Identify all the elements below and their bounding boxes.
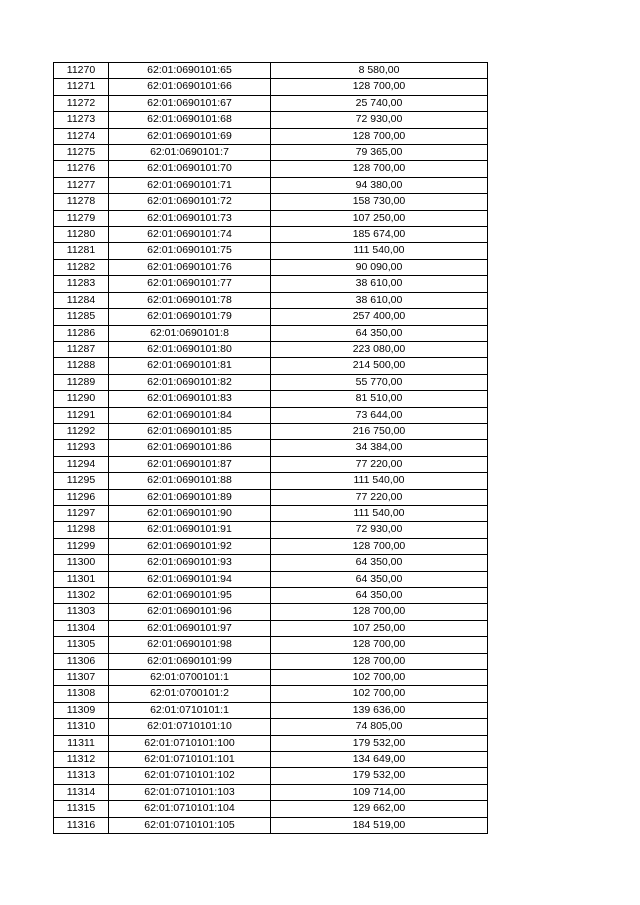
row-number-cell: 11278 — [54, 194, 109, 210]
table-body — [54, 63, 488, 834]
cadastral-number-cell: 62:01:0700101:2 — [109, 686, 271, 702]
row-number-cell: 11288 — [54, 358, 109, 374]
value-cell: 111 540,00 — [271, 243, 488, 259]
row-number-cell: 11304 — [54, 620, 109, 636]
table-row — [54, 719, 488, 735]
table-row — [54, 440, 488, 456]
cadastral-number-cell: 62:01:0690101:90 — [109, 505, 271, 521]
cadastral-number-cell: 62:01:0690101:88 — [109, 473, 271, 489]
cadastral-number-cell: 62:01:0690101:94 — [109, 571, 271, 587]
row-number-cell: 11300 — [54, 555, 109, 571]
table-row — [54, 489, 488, 505]
cadastral-number-cell: 62:01:0690101:76 — [109, 259, 271, 275]
value-cell: 128 700,00 — [271, 79, 488, 95]
value-cell: 128 700,00 — [271, 637, 488, 653]
value-cell: 8 580,00 — [271, 63, 488, 79]
value-cell: 38 610,00 — [271, 276, 488, 292]
value-cell: 79 365,00 — [271, 145, 488, 161]
row-number-cell: 11275 — [54, 145, 109, 161]
value-cell: 216 750,00 — [271, 423, 488, 439]
cadastral-number-cell: 62:01:0690101:75 — [109, 243, 271, 259]
table-row — [54, 309, 488, 325]
table-row — [54, 358, 488, 374]
value-cell: 64 350,00 — [271, 571, 488, 587]
cadastral-number-cell: 62:01:0690101:67 — [109, 95, 271, 111]
cadastral-number-cell: 62:01:0690101:91 — [109, 522, 271, 538]
value-cell: 158 730,00 — [271, 194, 488, 210]
value-cell: 90 090,00 — [271, 259, 488, 275]
table-row — [54, 555, 488, 571]
value-cell: 72 930,00 — [271, 112, 488, 128]
row-number-cell: 11291 — [54, 407, 109, 423]
cadastral-number-cell: 62:01:0710101:101 — [109, 752, 271, 768]
table-row — [54, 325, 488, 341]
row-number-cell: 11299 — [54, 538, 109, 554]
value-cell: 77 220,00 — [271, 456, 488, 472]
row-number-cell: 11280 — [54, 227, 109, 243]
cadastral-number-cell: 62:01:0690101:73 — [109, 210, 271, 226]
row-number-cell: 11316 — [54, 817, 109, 833]
cadastral-number-cell: 62:01:0710101:105 — [109, 817, 271, 833]
table-row — [54, 210, 488, 226]
value-cell: 64 350,00 — [271, 555, 488, 571]
row-number-cell: 11293 — [54, 440, 109, 456]
row-number-cell: 11271 — [54, 79, 109, 95]
row-number-cell: 11285 — [54, 309, 109, 325]
cadastral-number-cell: 62:01:0690101:84 — [109, 407, 271, 423]
table-row — [54, 227, 488, 243]
value-cell: 179 532,00 — [271, 768, 488, 784]
table-row — [54, 276, 488, 292]
value-cell: 34 384,00 — [271, 440, 488, 456]
value-cell: 73 644,00 — [271, 407, 488, 423]
row-number-cell: 11312 — [54, 752, 109, 768]
table-row — [54, 374, 488, 390]
value-cell: 64 350,00 — [271, 325, 488, 341]
table-row — [54, 817, 488, 833]
row-number-cell: 11277 — [54, 177, 109, 193]
row-number-cell: 11296 — [54, 489, 109, 505]
row-number-cell: 11311 — [54, 735, 109, 751]
row-number-cell: 11290 — [54, 391, 109, 407]
table-row — [54, 588, 488, 604]
table-row — [54, 670, 488, 686]
value-cell: 128 700,00 — [271, 128, 488, 144]
value-cell: 55 770,00 — [271, 374, 488, 390]
row-number-cell: 11297 — [54, 505, 109, 521]
value-cell: 185 674,00 — [271, 227, 488, 243]
table-row — [54, 112, 488, 128]
value-cell: 128 700,00 — [271, 653, 488, 669]
row-number-cell: 11305 — [54, 637, 109, 653]
cadastral-number-cell: 62:01:0690101:71 — [109, 177, 271, 193]
cadastral-number-cell: 62:01:0690101:96 — [109, 604, 271, 620]
table-row — [54, 522, 488, 538]
row-number-cell: 11289 — [54, 374, 109, 390]
value-cell: 257 400,00 — [271, 309, 488, 325]
cadastral-number-cell: 62:01:0690101:74 — [109, 227, 271, 243]
table-row — [54, 161, 488, 177]
value-cell: 109 714,00 — [271, 784, 488, 800]
cadastral-number-cell: 62:01:0700101:1 — [109, 670, 271, 686]
cadastral-number-cell: 62:01:0710101:102 — [109, 768, 271, 784]
table-row — [54, 292, 488, 308]
value-cell: 77 220,00 — [271, 489, 488, 505]
table-row — [54, 79, 488, 95]
table-row — [54, 702, 488, 718]
row-number-cell: 11292 — [54, 423, 109, 439]
row-number-cell: 11303 — [54, 604, 109, 620]
table-row — [54, 194, 488, 210]
value-cell: 134 649,00 — [271, 752, 488, 768]
cadastral-number-cell: 62:01:0710101:103 — [109, 784, 271, 800]
row-number-cell: 11283 — [54, 276, 109, 292]
value-cell: 94 380,00 — [271, 177, 488, 193]
value-cell: 184 519,00 — [271, 817, 488, 833]
table-row — [54, 243, 488, 259]
cadastral-number-cell: 62:01:0690101:79 — [109, 309, 271, 325]
value-cell: 102 700,00 — [271, 670, 488, 686]
value-cell: 74 805,00 — [271, 719, 488, 735]
table-row — [54, 538, 488, 554]
cadastral-number-cell: 62:01:0690101:95 — [109, 588, 271, 604]
table-row — [54, 259, 488, 275]
cadastral-number-cell: 62:01:0690101:89 — [109, 489, 271, 505]
cadastral-number-cell: 62:01:0690101:80 — [109, 341, 271, 357]
table-row — [54, 653, 488, 669]
value-cell: 223 080,00 — [271, 341, 488, 357]
cadastral-number-cell: 62:01:0690101:85 — [109, 423, 271, 439]
cadastral-number-cell: 62:01:0690101:69 — [109, 128, 271, 144]
value-cell: 179 532,00 — [271, 735, 488, 751]
row-number-cell: 11294 — [54, 456, 109, 472]
table-row — [54, 752, 488, 768]
row-number-cell: 11315 — [54, 801, 109, 817]
table-row — [54, 604, 488, 620]
row-number-cell: 11279 — [54, 210, 109, 226]
row-number-cell: 11314 — [54, 784, 109, 800]
value-cell: 107 250,00 — [271, 210, 488, 226]
row-number-cell: 11295 — [54, 473, 109, 489]
value-cell: 129 662,00 — [271, 801, 488, 817]
table-row — [54, 177, 488, 193]
table-row — [54, 768, 488, 784]
cadastral-number-cell: 62:01:0690101:78 — [109, 292, 271, 308]
cadastral-number-cell: 62:01:0710101:104 — [109, 801, 271, 817]
cadastral-number-cell: 62:01:0710101:1 — [109, 702, 271, 718]
table-row — [54, 784, 488, 800]
cadastral-number-cell: 62:01:0690101:8 — [109, 325, 271, 341]
table-row — [54, 423, 488, 439]
row-number-cell: 11281 — [54, 243, 109, 259]
value-cell: 102 700,00 — [271, 686, 488, 702]
row-number-cell: 11309 — [54, 702, 109, 718]
cadastral-number-cell: 62:01:0690101:82 — [109, 374, 271, 390]
table-row — [54, 473, 488, 489]
value-cell: 72 930,00 — [271, 522, 488, 538]
table-row — [54, 63, 488, 79]
table-row — [54, 95, 488, 111]
cadastral-number-cell: 62:01:0690101:66 — [109, 79, 271, 95]
table-row — [54, 620, 488, 636]
row-number-cell: 11313 — [54, 768, 109, 784]
row-number-cell: 11273 — [54, 112, 109, 128]
value-cell: 107 250,00 — [271, 620, 488, 636]
row-number-cell: 11270 — [54, 63, 109, 79]
row-number-cell: 11282 — [54, 259, 109, 275]
value-cell: 139 636,00 — [271, 702, 488, 718]
cadastral-number-cell: 62:01:0710101:10 — [109, 719, 271, 735]
row-number-cell: 11306 — [54, 653, 109, 669]
cadastral-number-cell: 62:01:0690101:65 — [109, 63, 271, 79]
cadastral-value-table — [53, 62, 488, 834]
cadastral-number-cell: 62:01:0690101:93 — [109, 555, 271, 571]
value-cell: 111 540,00 — [271, 505, 488, 521]
cadastral-number-cell: 62:01:0690101:97 — [109, 620, 271, 636]
cadastral-number-cell: 62:01:0690101:77 — [109, 276, 271, 292]
row-number-cell: 11276 — [54, 161, 109, 177]
value-cell: 38 610,00 — [271, 292, 488, 308]
row-number-cell: 11310 — [54, 719, 109, 735]
value-cell: 128 700,00 — [271, 604, 488, 620]
table-row — [54, 571, 488, 587]
table-row — [54, 391, 488, 407]
row-number-cell: 11274 — [54, 128, 109, 144]
value-cell: 64 350,00 — [271, 588, 488, 604]
table-row — [54, 637, 488, 653]
value-cell: 128 700,00 — [271, 161, 488, 177]
value-cell: 214 500,00 — [271, 358, 488, 374]
cadastral-number-cell: 62:01:0690101:86 — [109, 440, 271, 456]
row-number-cell: 11286 — [54, 325, 109, 341]
cadastral-number-cell: 62:01:0690101:72 — [109, 194, 271, 210]
row-number-cell: 11284 — [54, 292, 109, 308]
value-cell: 111 540,00 — [271, 473, 488, 489]
cadastral-number-cell: 62:01:0690101:7 — [109, 145, 271, 161]
row-number-cell: 11302 — [54, 588, 109, 604]
table-row — [54, 145, 488, 161]
value-cell: 128 700,00 — [271, 538, 488, 554]
cadastral-number-cell: 62:01:0690101:87 — [109, 456, 271, 472]
value-cell: 81 510,00 — [271, 391, 488, 407]
cadastral-number-cell: 62:01:0690101:99 — [109, 653, 271, 669]
cadastral-number-cell: 62:01:0690101:83 — [109, 391, 271, 407]
table-row — [54, 686, 488, 702]
row-number-cell: 11307 — [54, 670, 109, 686]
row-number-cell: 11301 — [54, 571, 109, 587]
table-row — [54, 407, 488, 423]
cadastral-number-cell: 62:01:0690101:98 — [109, 637, 271, 653]
row-number-cell: 11308 — [54, 686, 109, 702]
cadastral-number-cell: 62:01:0690101:68 — [109, 112, 271, 128]
row-number-cell: 11272 — [54, 95, 109, 111]
cadastral-number-cell: 62:01:0710101:100 — [109, 735, 271, 751]
cadastral-number-cell: 62:01:0690101:70 — [109, 161, 271, 177]
table-row — [54, 505, 488, 521]
table-row — [54, 341, 488, 357]
cadastral-number-cell: 62:01:0690101:81 — [109, 358, 271, 374]
table-row — [54, 128, 488, 144]
cadastral-number-cell: 62:01:0690101:92 — [109, 538, 271, 554]
table-row — [54, 735, 488, 751]
table-row — [54, 456, 488, 472]
row-number-cell: 11298 — [54, 522, 109, 538]
value-cell: 25 740,00 — [271, 95, 488, 111]
row-number-cell: 11287 — [54, 341, 109, 357]
table-row — [54, 801, 488, 817]
